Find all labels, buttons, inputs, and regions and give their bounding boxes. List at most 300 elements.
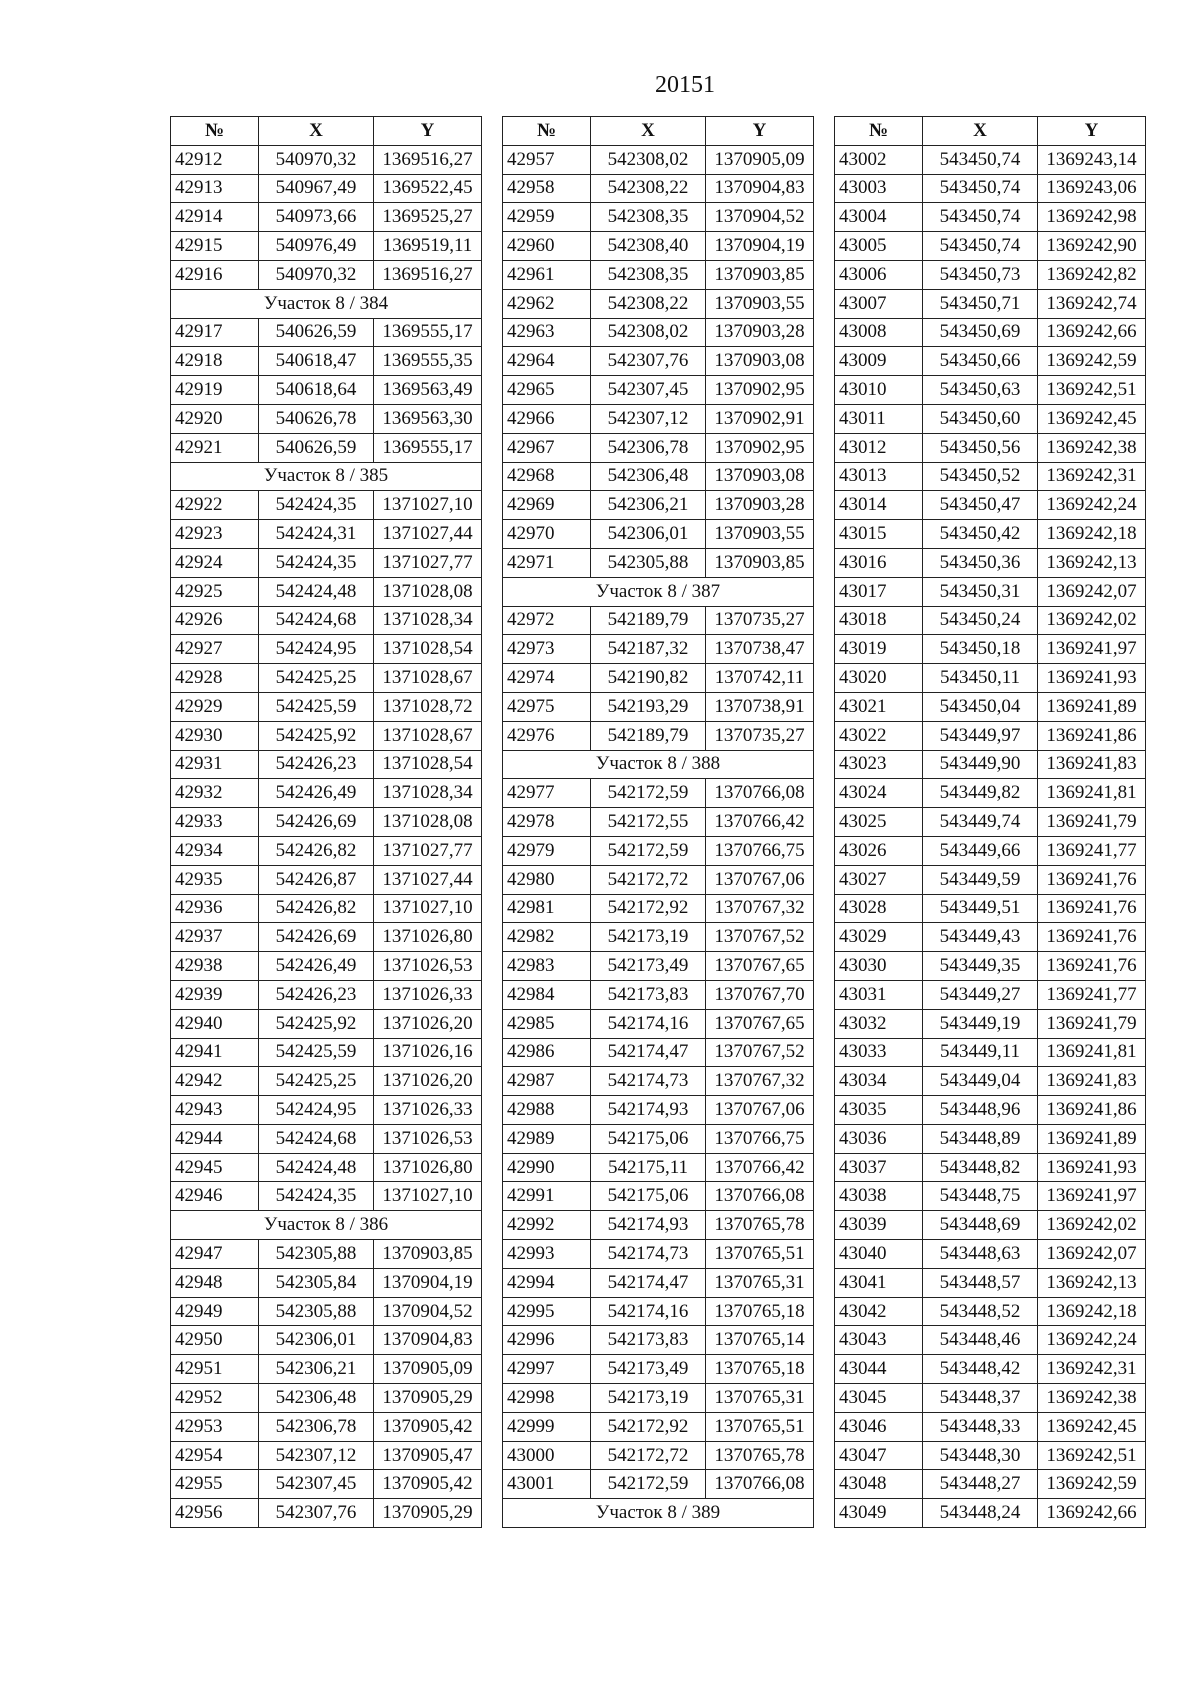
y-coordinate-cell: 1369242,02 (1038, 1211, 1146, 1240)
point-number-cell: 42985 (503, 1009, 591, 1038)
parcel-section-label: Участок 8 / 384 (171, 289, 482, 318)
point-number-cell: 43021 (835, 692, 923, 721)
point-number-cell: 43045 (835, 1384, 923, 1413)
point-number-cell: 43018 (835, 606, 923, 635)
y-coordinate-cell: 1369242,24 (1038, 1326, 1146, 1355)
table-row (835, 750, 1146, 779)
y-coordinate-cell: 1370767,65 (706, 952, 814, 981)
point-number-cell: 42999 (503, 1412, 591, 1441)
point-number-cell: 43030 (835, 952, 923, 981)
y-coordinate-cell: 1369241,76 (1038, 894, 1146, 923)
table-row (171, 376, 482, 405)
x-coordinate-cell: 542425,92 (259, 1009, 374, 1038)
point-number-cell: 42992 (503, 1211, 591, 1240)
x-coordinate-cell: 542424,48 (259, 577, 374, 606)
table-row (171, 1355, 482, 1384)
x-coordinate-cell: 543448,82 (923, 1153, 1038, 1182)
x-coordinate-cell: 542307,12 (259, 1441, 374, 1470)
x-coordinate-cell: 543448,89 (923, 1124, 1038, 1153)
x-coordinate-cell: 543450,74 (923, 232, 1038, 261)
table-row (503, 1067, 814, 1096)
x-coordinate-cell: 542172,59 (591, 1470, 706, 1499)
table-row (171, 260, 482, 289)
x-coordinate-cell: 543449,66 (923, 836, 1038, 865)
y-coordinate-cell: 1370903,55 (706, 289, 814, 318)
point-number-cell: 43042 (835, 1297, 923, 1326)
y-coordinate-cell: 1369242,74 (1038, 289, 1146, 318)
x-coordinate-cell: 543450,63 (923, 376, 1038, 405)
point-number-cell: 43017 (835, 577, 923, 606)
x-coordinate-cell: 542172,92 (591, 1412, 706, 1441)
table-row (503, 1182, 814, 1211)
point-number-cell: 42915 (171, 232, 259, 261)
table-row (835, 462, 1146, 491)
point-number-cell: 42962 (503, 289, 591, 318)
point-number-cell: 42963 (503, 318, 591, 347)
point-number-cell: 43003 (835, 174, 923, 203)
point-number-cell: 42923 (171, 520, 259, 549)
y-coordinate-cell: 1369241,77 (1038, 980, 1146, 1009)
point-number-cell: 42929 (171, 692, 259, 721)
point-number-cell: 42945 (171, 1153, 259, 1182)
y-coordinate-cell: 1371028,34 (374, 606, 482, 635)
y-coordinate-cell: 1370903,08 (706, 347, 814, 376)
y-coordinate-cell: 1370735,27 (706, 606, 814, 635)
x-coordinate-cell: 542308,35 (591, 260, 706, 289)
y-coordinate-cell: 1370767,65 (706, 1009, 814, 1038)
x-coordinate-cell: 540626,59 (259, 318, 374, 347)
table-row (171, 1470, 482, 1499)
table-row (171, 203, 482, 232)
point-number-cell: 42947 (171, 1240, 259, 1269)
y-coordinate-cell: 1369516,27 (374, 145, 482, 174)
point-number-cell: 43026 (835, 836, 923, 865)
y-coordinate-cell: 1371027,77 (374, 548, 482, 577)
y-coordinate-cell: 1370767,52 (706, 923, 814, 952)
table-header-row (171, 117, 482, 146)
table-row (835, 1297, 1146, 1326)
point-number-cell: 43033 (835, 1038, 923, 1067)
point-number-cell: 42943 (171, 1096, 259, 1125)
point-number-cell: 43015 (835, 520, 923, 549)
point-number-cell: 43009 (835, 347, 923, 376)
y-coordinate-cell: 1370765,51 (706, 1240, 814, 1269)
point-number-cell: 43013 (835, 462, 923, 491)
x-coordinate-cell: 542173,83 (591, 1326, 706, 1355)
x-coordinate-cell: 542173,49 (591, 952, 706, 981)
x-coordinate-cell: 543450,74 (923, 145, 1038, 174)
point-number-cell: 42989 (503, 1124, 591, 1153)
y-coordinate-cell: 1370765,78 (706, 1211, 814, 1240)
x-coordinate-cell: 542426,49 (259, 779, 374, 808)
table-row (503, 520, 814, 549)
x-coordinate-cell: 543450,18 (923, 635, 1038, 664)
x-coordinate-cell: 542174,16 (591, 1297, 706, 1326)
table-row (171, 1499, 482, 1528)
point-number-cell: 42986 (503, 1038, 591, 1067)
x-coordinate-cell: 542305,84 (259, 1268, 374, 1297)
table-row (171, 404, 482, 433)
y-coordinate-cell: 1369242,51 (1038, 376, 1146, 405)
y-coordinate-cell: 1369525,27 (374, 203, 482, 232)
y-coordinate-cell: 1370767,70 (706, 980, 814, 1009)
table-row (503, 1297, 814, 1326)
y-coordinate-cell: 1370766,42 (706, 1153, 814, 1182)
x-coordinate-cell: 542174,16 (591, 1009, 706, 1038)
table-row (835, 1441, 1146, 1470)
y-coordinate-cell: 1370766,08 (706, 1470, 814, 1499)
table-row (171, 606, 482, 635)
x-coordinate-cell: 542424,95 (259, 635, 374, 664)
y-coordinate-cell: 1370905,42 (374, 1412, 482, 1441)
y-coordinate-cell: 1370903,55 (706, 520, 814, 549)
y-coordinate-cell: 1370904,52 (706, 203, 814, 232)
point-number-cell: 42936 (171, 894, 259, 923)
x-coordinate-cell: 542172,55 (591, 808, 706, 837)
y-coordinate-cell: 1371028,72 (374, 692, 482, 721)
x-coordinate-cell: 542187,32 (591, 635, 706, 664)
point-number-cell: 42925 (171, 577, 259, 606)
point-number-cell: 42988 (503, 1096, 591, 1125)
y-coordinate-cell: 1370765,51 (706, 1412, 814, 1441)
x-coordinate-cell: 543450,04 (923, 692, 1038, 721)
point-number-cell: 42973 (503, 635, 591, 664)
table-row (171, 548, 482, 577)
table-row (503, 1124, 814, 1153)
y-coordinate-cell: 1370766,08 (706, 1182, 814, 1211)
y-coordinate-cell: 1369241,93 (1038, 664, 1146, 693)
x-coordinate-cell: 540973,66 (259, 203, 374, 232)
y-coordinate-cell: 1371026,16 (374, 1038, 482, 1067)
x-coordinate-cell: 543450,52 (923, 462, 1038, 491)
x-coordinate-cell: 540618,64 (259, 376, 374, 405)
point-number-cell: 42969 (503, 491, 591, 520)
y-coordinate-cell: 1371026,53 (374, 1124, 482, 1153)
point-number-cell: 43034 (835, 1067, 923, 1096)
y-coordinate-cell: 1370904,83 (374, 1326, 482, 1355)
table-row (503, 1009, 814, 1038)
y-coordinate-cell: 1369241,97 (1038, 1182, 1146, 1211)
point-number-cell: 43023 (835, 750, 923, 779)
x-coordinate-cell: 542173,83 (591, 980, 706, 1009)
point-number-cell: 42976 (503, 721, 591, 750)
point-number-cell: 43010 (835, 376, 923, 405)
y-coordinate-cell: 1371026,33 (374, 1096, 482, 1125)
x-coordinate-cell: 542425,59 (259, 692, 374, 721)
table-row (503, 318, 814, 347)
point-number-cell: 43012 (835, 433, 923, 462)
point-number-cell: 43006 (835, 260, 923, 289)
point-number-cell: 42944 (171, 1124, 259, 1153)
x-coordinate-cell: 542175,06 (591, 1124, 706, 1153)
x-coordinate-cell: 543448,69 (923, 1211, 1038, 1240)
table-row (835, 145, 1146, 174)
table-row (503, 1211, 814, 1240)
point-number-cell: 43016 (835, 548, 923, 577)
y-coordinate-cell: 1369242,31 (1038, 1355, 1146, 1384)
table-row (171, 664, 482, 693)
y-coordinate-cell: 1370738,91 (706, 692, 814, 721)
x-coordinate-cell: 542174,93 (591, 1096, 706, 1125)
y-coordinate-cell: 1370766,75 (706, 1124, 814, 1153)
y-coordinate-cell: 1371028,54 (374, 635, 482, 664)
point-number-cell: 42991 (503, 1182, 591, 1211)
y-coordinate-cell: 1369241,76 (1038, 865, 1146, 894)
x-coordinate-cell: 542172,59 (591, 779, 706, 808)
x-coordinate-cell: 542308,22 (591, 174, 706, 203)
point-number-cell: 42932 (171, 779, 259, 808)
y-coordinate-cell: 1369242,07 (1038, 1240, 1146, 1269)
point-number-cell: 42983 (503, 952, 591, 981)
y-coordinate-cell: 1369242,24 (1038, 491, 1146, 520)
y-coordinate-cell: 1371028,54 (374, 750, 482, 779)
table-row (171, 952, 482, 981)
section-row (171, 1211, 482, 1240)
x-coordinate-cell: 543450,60 (923, 404, 1038, 433)
table-row (835, 1470, 1146, 1499)
y-coordinate-cell: 1370905,09 (374, 1355, 482, 1384)
table-row (835, 923, 1146, 952)
y-coordinate-cell: 1371028,08 (374, 808, 482, 837)
table-row (835, 952, 1146, 981)
table-row (835, 1182, 1146, 1211)
x-coordinate-cell: 542426,69 (259, 808, 374, 837)
y-coordinate-cell: 1371027,44 (374, 865, 482, 894)
y-coordinate-cell: 1370903,85 (706, 548, 814, 577)
x-coordinate-cell: 542308,02 (591, 318, 706, 347)
point-number-cell: 42917 (171, 318, 259, 347)
x-coordinate-cell: 542424,35 (259, 491, 374, 520)
x-coordinate-cell: 542426,23 (259, 750, 374, 779)
point-number-cell: 42953 (171, 1412, 259, 1441)
table-row (503, 289, 814, 318)
table-row (171, 1268, 482, 1297)
table-row (171, 1153, 482, 1182)
header-number: № (503, 117, 591, 146)
x-coordinate-cell: 542305,88 (591, 548, 706, 577)
coordinate-table-1 (170, 116, 482, 1528)
header-y: Y (1038, 117, 1146, 146)
x-coordinate-cell: 543450,56 (923, 433, 1038, 462)
table-row (835, 1009, 1146, 1038)
point-number-cell: 43046 (835, 1412, 923, 1441)
table-row (171, 779, 482, 808)
x-coordinate-cell: 542424,68 (259, 1124, 374, 1153)
y-coordinate-cell: 1371026,53 (374, 952, 482, 981)
table-row (835, 1268, 1146, 1297)
y-coordinate-cell: 1369243,06 (1038, 174, 1146, 203)
y-coordinate-cell: 1369241,83 (1038, 1067, 1146, 1096)
y-coordinate-cell: 1370903,85 (374, 1240, 482, 1269)
table-row (835, 1067, 1146, 1096)
point-number-cell: 42937 (171, 923, 259, 952)
x-coordinate-cell: 542307,45 (591, 376, 706, 405)
y-coordinate-cell: 1369241,76 (1038, 952, 1146, 981)
table-row (503, 779, 814, 808)
point-number-cell: 43043 (835, 1326, 923, 1355)
point-number-cell: 42928 (171, 664, 259, 693)
table-row (171, 1096, 482, 1125)
y-coordinate-cell: 1369242,51 (1038, 1441, 1146, 1470)
point-number-cell: 42997 (503, 1355, 591, 1384)
section-row (171, 462, 482, 491)
point-number-cell: 42974 (503, 664, 591, 693)
point-number-cell: 42920 (171, 404, 259, 433)
y-coordinate-cell: 1370766,75 (706, 836, 814, 865)
table-row (171, 1009, 482, 1038)
x-coordinate-cell: 542306,21 (591, 491, 706, 520)
point-number-cell: 42996 (503, 1326, 591, 1355)
x-coordinate-cell: 543449,97 (923, 721, 1038, 750)
point-number-cell: 42922 (171, 491, 259, 520)
y-coordinate-cell: 1370767,32 (706, 894, 814, 923)
y-coordinate-cell: 1371027,77 (374, 836, 482, 865)
header-x: X (259, 117, 374, 146)
y-coordinate-cell: 1371028,67 (374, 721, 482, 750)
point-number-cell: 42938 (171, 952, 259, 981)
x-coordinate-cell: 542426,69 (259, 923, 374, 952)
table-row (503, 1470, 814, 1499)
x-coordinate-cell: 542306,48 (591, 462, 706, 491)
y-coordinate-cell: 1370905,29 (374, 1499, 482, 1528)
point-number-cell: 43024 (835, 779, 923, 808)
point-number-cell: 43000 (503, 1441, 591, 1470)
y-coordinate-cell: 1370905,42 (374, 1470, 482, 1499)
table-row (835, 635, 1146, 664)
table-row (171, 1240, 482, 1269)
y-coordinate-cell: 1370767,52 (706, 1038, 814, 1067)
table-row (835, 404, 1146, 433)
point-number-cell: 42931 (171, 750, 259, 779)
y-coordinate-cell: 1370765,31 (706, 1384, 814, 1413)
x-coordinate-cell: 543450,73 (923, 260, 1038, 289)
y-coordinate-cell: 1371028,08 (374, 577, 482, 606)
table-row (835, 203, 1146, 232)
x-coordinate-cell: 543449,90 (923, 750, 1038, 779)
point-number-cell: 42918 (171, 347, 259, 376)
table-row (503, 491, 814, 520)
parcel-section-label: Участок 8 / 388 (503, 750, 814, 779)
x-coordinate-cell: 543450,36 (923, 548, 1038, 577)
point-number-cell: 42978 (503, 808, 591, 837)
y-coordinate-cell: 1369242,59 (1038, 347, 1146, 376)
point-number-cell: 43008 (835, 318, 923, 347)
coordinate-table-3 (834, 116, 1146, 1528)
x-coordinate-cell: 542308,22 (591, 289, 706, 318)
x-coordinate-cell: 542424,35 (259, 548, 374, 577)
table-row (835, 1384, 1146, 1413)
point-number-cell: 43038 (835, 1182, 923, 1211)
y-coordinate-cell: 1369242,07 (1038, 577, 1146, 606)
table-row (503, 347, 814, 376)
y-coordinate-cell: 1369241,86 (1038, 721, 1146, 750)
table-row (171, 520, 482, 549)
table-row (835, 606, 1146, 635)
point-number-cell: 43037 (835, 1153, 923, 1182)
y-coordinate-cell: 1370766,08 (706, 779, 814, 808)
y-coordinate-cell: 1369241,77 (1038, 836, 1146, 865)
point-number-cell: 43002 (835, 145, 923, 174)
x-coordinate-cell: 543448,52 (923, 1297, 1038, 1326)
section-row (503, 577, 814, 606)
x-coordinate-cell: 542308,40 (591, 232, 706, 261)
y-coordinate-cell: 1370766,42 (706, 808, 814, 837)
table-row (835, 692, 1146, 721)
table-row (835, 836, 1146, 865)
x-coordinate-cell: 543448,63 (923, 1240, 1038, 1269)
y-coordinate-cell: 1369563,49 (374, 376, 482, 405)
table-row (835, 1096, 1146, 1125)
table-row (503, 865, 814, 894)
parcel-section-label: Участок 8 / 385 (171, 462, 482, 491)
parcel-section-label: Участок 8 / 386 (171, 1211, 482, 1240)
y-coordinate-cell: 1369242,66 (1038, 318, 1146, 347)
x-coordinate-cell: 542306,01 (259, 1326, 374, 1355)
table-row (503, 376, 814, 405)
table-body (835, 145, 1146, 1527)
point-number-cell: 43020 (835, 664, 923, 693)
point-number-cell: 42965 (503, 376, 591, 405)
y-coordinate-cell: 1371027,10 (374, 894, 482, 923)
point-number-cell: 42914 (171, 203, 259, 232)
table-row (835, 1355, 1146, 1384)
table-row (171, 692, 482, 721)
y-coordinate-cell: 1370765,14 (706, 1326, 814, 1355)
header-y: Y (374, 117, 482, 146)
point-number-cell: 42990 (503, 1153, 591, 1182)
table-row (171, 1182, 482, 1211)
point-number-cell: 42977 (503, 779, 591, 808)
table-row (503, 203, 814, 232)
x-coordinate-cell: 542189,79 (591, 721, 706, 750)
point-number-cell: 42921 (171, 433, 259, 462)
table-row (835, 520, 1146, 549)
table-row (835, 433, 1146, 462)
table-row (835, 577, 1146, 606)
table-row (171, 1441, 482, 1470)
table-row (171, 347, 482, 376)
x-coordinate-cell: 540970,32 (259, 145, 374, 174)
y-coordinate-cell: 1370904,19 (374, 1268, 482, 1297)
x-coordinate-cell: 543449,19 (923, 1009, 1038, 1038)
table-row (171, 836, 482, 865)
page-number: 20151 (655, 72, 715, 98)
y-coordinate-cell: 1369241,81 (1038, 779, 1146, 808)
table-row (835, 1153, 1146, 1182)
x-coordinate-cell: 542306,48 (259, 1384, 374, 1413)
point-number-cell: 42934 (171, 836, 259, 865)
table-row (503, 232, 814, 261)
table-body (503, 145, 814, 1527)
x-coordinate-cell: 543448,42 (923, 1355, 1038, 1384)
point-number-cell: 43032 (835, 1009, 923, 1038)
x-coordinate-cell: 542424,95 (259, 1096, 374, 1125)
point-number-cell: 43004 (835, 203, 923, 232)
parcel-section-label: Участок 8 / 387 (503, 577, 814, 606)
x-coordinate-cell: 540967,49 (259, 174, 374, 203)
y-coordinate-cell: 1369242,82 (1038, 260, 1146, 289)
point-number-cell: 42926 (171, 606, 259, 635)
table-row (503, 260, 814, 289)
point-number-cell: 43036 (835, 1124, 923, 1153)
x-coordinate-cell: 542426,49 (259, 952, 374, 981)
x-coordinate-cell: 542425,92 (259, 721, 374, 750)
x-coordinate-cell: 542172,72 (591, 1441, 706, 1470)
x-coordinate-cell: 542175,11 (591, 1153, 706, 1182)
point-number-cell: 42987 (503, 1067, 591, 1096)
x-coordinate-cell: 543449,74 (923, 808, 1038, 837)
section-row (503, 750, 814, 779)
